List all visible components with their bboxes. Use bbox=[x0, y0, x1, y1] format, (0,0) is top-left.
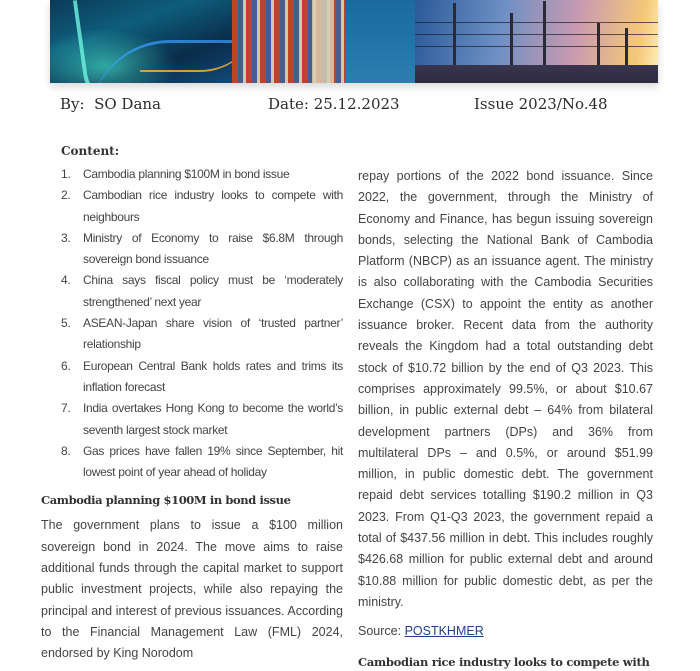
toc-number: 6. bbox=[61, 358, 71, 373]
table-of-contents bbox=[61, 164, 343, 483]
issue-date: Date: 25.12.2023 bbox=[268, 95, 400, 113]
stock-market-chart-image bbox=[50, 0, 232, 83]
toc-item bbox=[61, 356, 343, 399]
contents-label: Content: bbox=[61, 144, 120, 158]
toc-text: European Central Bank holds rates and trims its inflation forecast bbox=[83, 358, 343, 394]
toc-number: 5. bbox=[61, 316, 71, 331]
toc-number: 8. bbox=[61, 443, 71, 458]
source-link[interactable]: POSTKHMER bbox=[404, 624, 484, 639]
next-article-heading: Cambodian rice industry looks to compete with bbox=[358, 655, 650, 670]
toc-text: Ministry of Economy to raise $6.8M through sovereign bond issuance bbox=[83, 230, 343, 267]
header-banner bbox=[50, 0, 658, 83]
toc-number: 4. bbox=[61, 273, 71, 288]
issue-number: Issue 2023/No.48 bbox=[474, 95, 608, 113]
toc-item bbox=[61, 398, 343, 441]
article-paragraph-right: repay portions of the 2022 bond issuance. Since 2022, the government, through the Ministry of Economy and Finance, has begun issuing sovereign bonds, selecting the National Bank of Cambodia Platform (NBCP) as an issuance agent. The ministry is also collaborating with the Cambodia Securities Exchange (CSX) to appoint the entity as another issuance broker. Recent data from the authority reveals the Kingdom had a total outstanding debt stock of $10.72 billion by the end of Q3 2023. This comprises approximately 99.5%, or about $10.67 billion, in public external debt – 64% from bilateral development partners (DPs) and 36% from multilateral DPs – and 0.5%, or around $51.99 million, in public domestic debt. The government repaid debt services totalling $190.2 million in Q3 2023. From Q1-Q3 2023, the government repaid a total of $437.56 million in debt. This includes roughly $426.68 million for public external debt and around $10.88 million for public domestic debt, as per the ministry. bbox=[358, 169, 653, 609]
toc-text: India overtakes Hong Kong to become the world’s seventh largest stock market bbox=[83, 401, 343, 437]
issue-meta bbox=[0, 95, 700, 119]
toc-number: 2. bbox=[61, 188, 71, 203]
toc-text: Cambodia planning $100M in bond issue bbox=[83, 167, 290, 181]
toc-item bbox=[61, 441, 343, 484]
left-column bbox=[41, 142, 343, 665]
article-paragraph-left: The government plans to issue a $100 million sovereign bond in 2024. The move aims to raise additional funds through the capital market to support public investment projects, while also repaying the principal and interest of previous issuances. According to the Financial Management Law (FML) 2024, endorsed by King Norodom bbox=[41, 518, 343, 661]
toc-item bbox=[61, 313, 343, 356]
toc-number: 1. bbox=[61, 167, 71, 181]
toc-item bbox=[61, 185, 343, 228]
toc-text: China says fiscal policy must be ‘moderately strengthened’ next year bbox=[83, 273, 343, 309]
toc-number: 7. bbox=[61, 401, 71, 416]
article-heading: Cambodia planning $100M in bond issue bbox=[41, 493, 291, 508]
toc-number: 3. bbox=[61, 230, 71, 245]
right-column bbox=[358, 166, 653, 671]
toc-item bbox=[61, 270, 343, 313]
source-label: Source: bbox=[358, 624, 405, 639]
container-port-image bbox=[232, 0, 415, 83]
toc-text: Gas prices have fallen 19% since September, hit lowest point of year ahead of holiday bbox=[83, 443, 343, 480]
toc-text: Cambodian rice industry looks to compete with neighbours bbox=[83, 188, 343, 224]
toc-item bbox=[61, 228, 343, 271]
toc-item bbox=[61, 164, 343, 185]
author: By: SO Dana bbox=[60, 95, 162, 113]
toc-text: ASEAN-Japan share vision of ‘trusted partner’ relationship bbox=[83, 316, 343, 352]
source-line bbox=[358, 622, 653, 640]
power-lines-sunset-image bbox=[415, 0, 658, 83]
